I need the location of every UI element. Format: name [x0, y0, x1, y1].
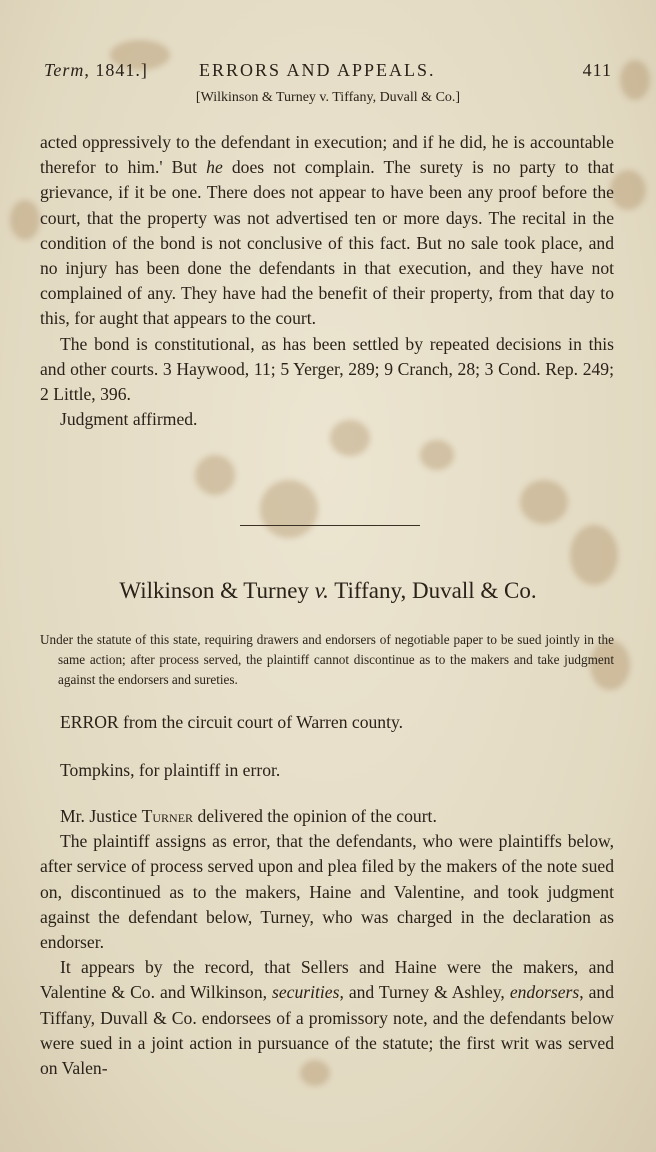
syllabus-text: Under the statute of this state, requiring drawers and endorsers of negotiable paper to be sued jointly in the same action; after process served, the plaintiff cannot discontinue as to the makers and take judgment against the endorsers and sureties.	[40, 632, 614, 687]
running-head-term	[44, 60, 148, 81]
opinion-intro	[40, 804, 614, 829]
page-number: 411	[582, 60, 612, 80]
prior-opinion-text	[40, 130, 614, 432]
prior-opinion-paragraph-1	[40, 130, 614, 332]
foxing-stain	[260, 480, 318, 538]
foxing-stain	[610, 170, 646, 210]
p1-he: he	[206, 157, 223, 178]
foxing-stain	[10, 200, 40, 240]
term-italic: Term	[44, 60, 85, 80]
opinion-paragraph-1: The plaintiff assigns as error, that the defendants, who were plaintiffs below, after service of process served upon and plea filed by the makers of the note sued on, discontinued as to the makers, Haine and Valentine, and took judgment against the defendant below, Turney, who was charged in the declaration as endorser.	[40, 831, 614, 953]
prior-opinion-paragraph-2: The bond is constitutional, as has been settled by repeated decisions in this and other courts. 3 Haywood, 11; 5 Yerger, 289; 9 Cranch, 28; 3 Cond. Rep. 249; 2 Little, 396.	[40, 333, 614, 405]
p2-securities: securities	[272, 982, 340, 1003]
term-year: , 1841.]	[84, 60, 148, 80]
running-head	[44, 60, 612, 88]
foxing-stain	[195, 455, 235, 495]
p2-b: , and Turney & Ashley,	[339, 982, 510, 1003]
intro-b: delivered the opinion of the court.	[193, 806, 437, 826]
p1-text: acted oppressively to the defendant in execution; and if he did, he is accountable therefor to him.' But	[40, 132, 614, 178]
section-divider	[240, 525, 420, 526]
error-line: ERROR from the circuit court of Warren county.	[60, 712, 404, 732]
p2-c: , and Tiffany, Duvall & Co. endorsees of a promissory note, and the defendants below were sued in a joint action in pursuance of the statute; the first writ was served on Valen-	[40, 982, 614, 1079]
intro-a: Mr. Justice	[60, 806, 142, 826]
judgment-line: Judgment affirmed.	[60, 409, 198, 430]
judge-name: Turner	[141, 806, 194, 826]
p2-endorsers: endorsers	[509, 982, 580, 1003]
heading-versus: v.	[314, 578, 329, 603]
foxing-stain	[420, 440, 454, 470]
heading-plaintiffs: Wilkinson & Turney	[119, 578, 315, 603]
p2-a: It appears by the record, that Sellers and Haine were the makers, and Valentine & Co. and Wilkinson,	[40, 957, 614, 1003]
case-running-line: [Wilkinson & Turney v. Tiffany, Duvall & Co.]	[195, 90, 461, 105]
running-head-title: ERRORS AND APPEALS.	[199, 60, 436, 80]
foxing-stain	[520, 480, 568, 524]
syllabus	[40, 630, 614, 690]
opinion-paragraph-2	[40, 955, 614, 1081]
heading-defendants: Tiffany, Duvall & Co.	[328, 578, 537, 603]
case-heading	[0, 578, 656, 604]
p1-rest: does not complain. The surety is no party to that grievance, if it be one. There does not appear to have been any proof before the court, that the property was not advertised ten or more days. The recital in the condition of the bond is not conclusive of this fact. But no sale took place, and no injury has been done the defendants in that execution, and they have not complained of any. They have had the benefit of their property, from that day to this, for aught that appears to the court.	[40, 157, 614, 329]
foxing-stain	[570, 525, 618, 585]
counsel-line: Tompkins, for plaintiff in error.	[60, 760, 281, 780]
opinion-text	[40, 804, 614, 1081]
